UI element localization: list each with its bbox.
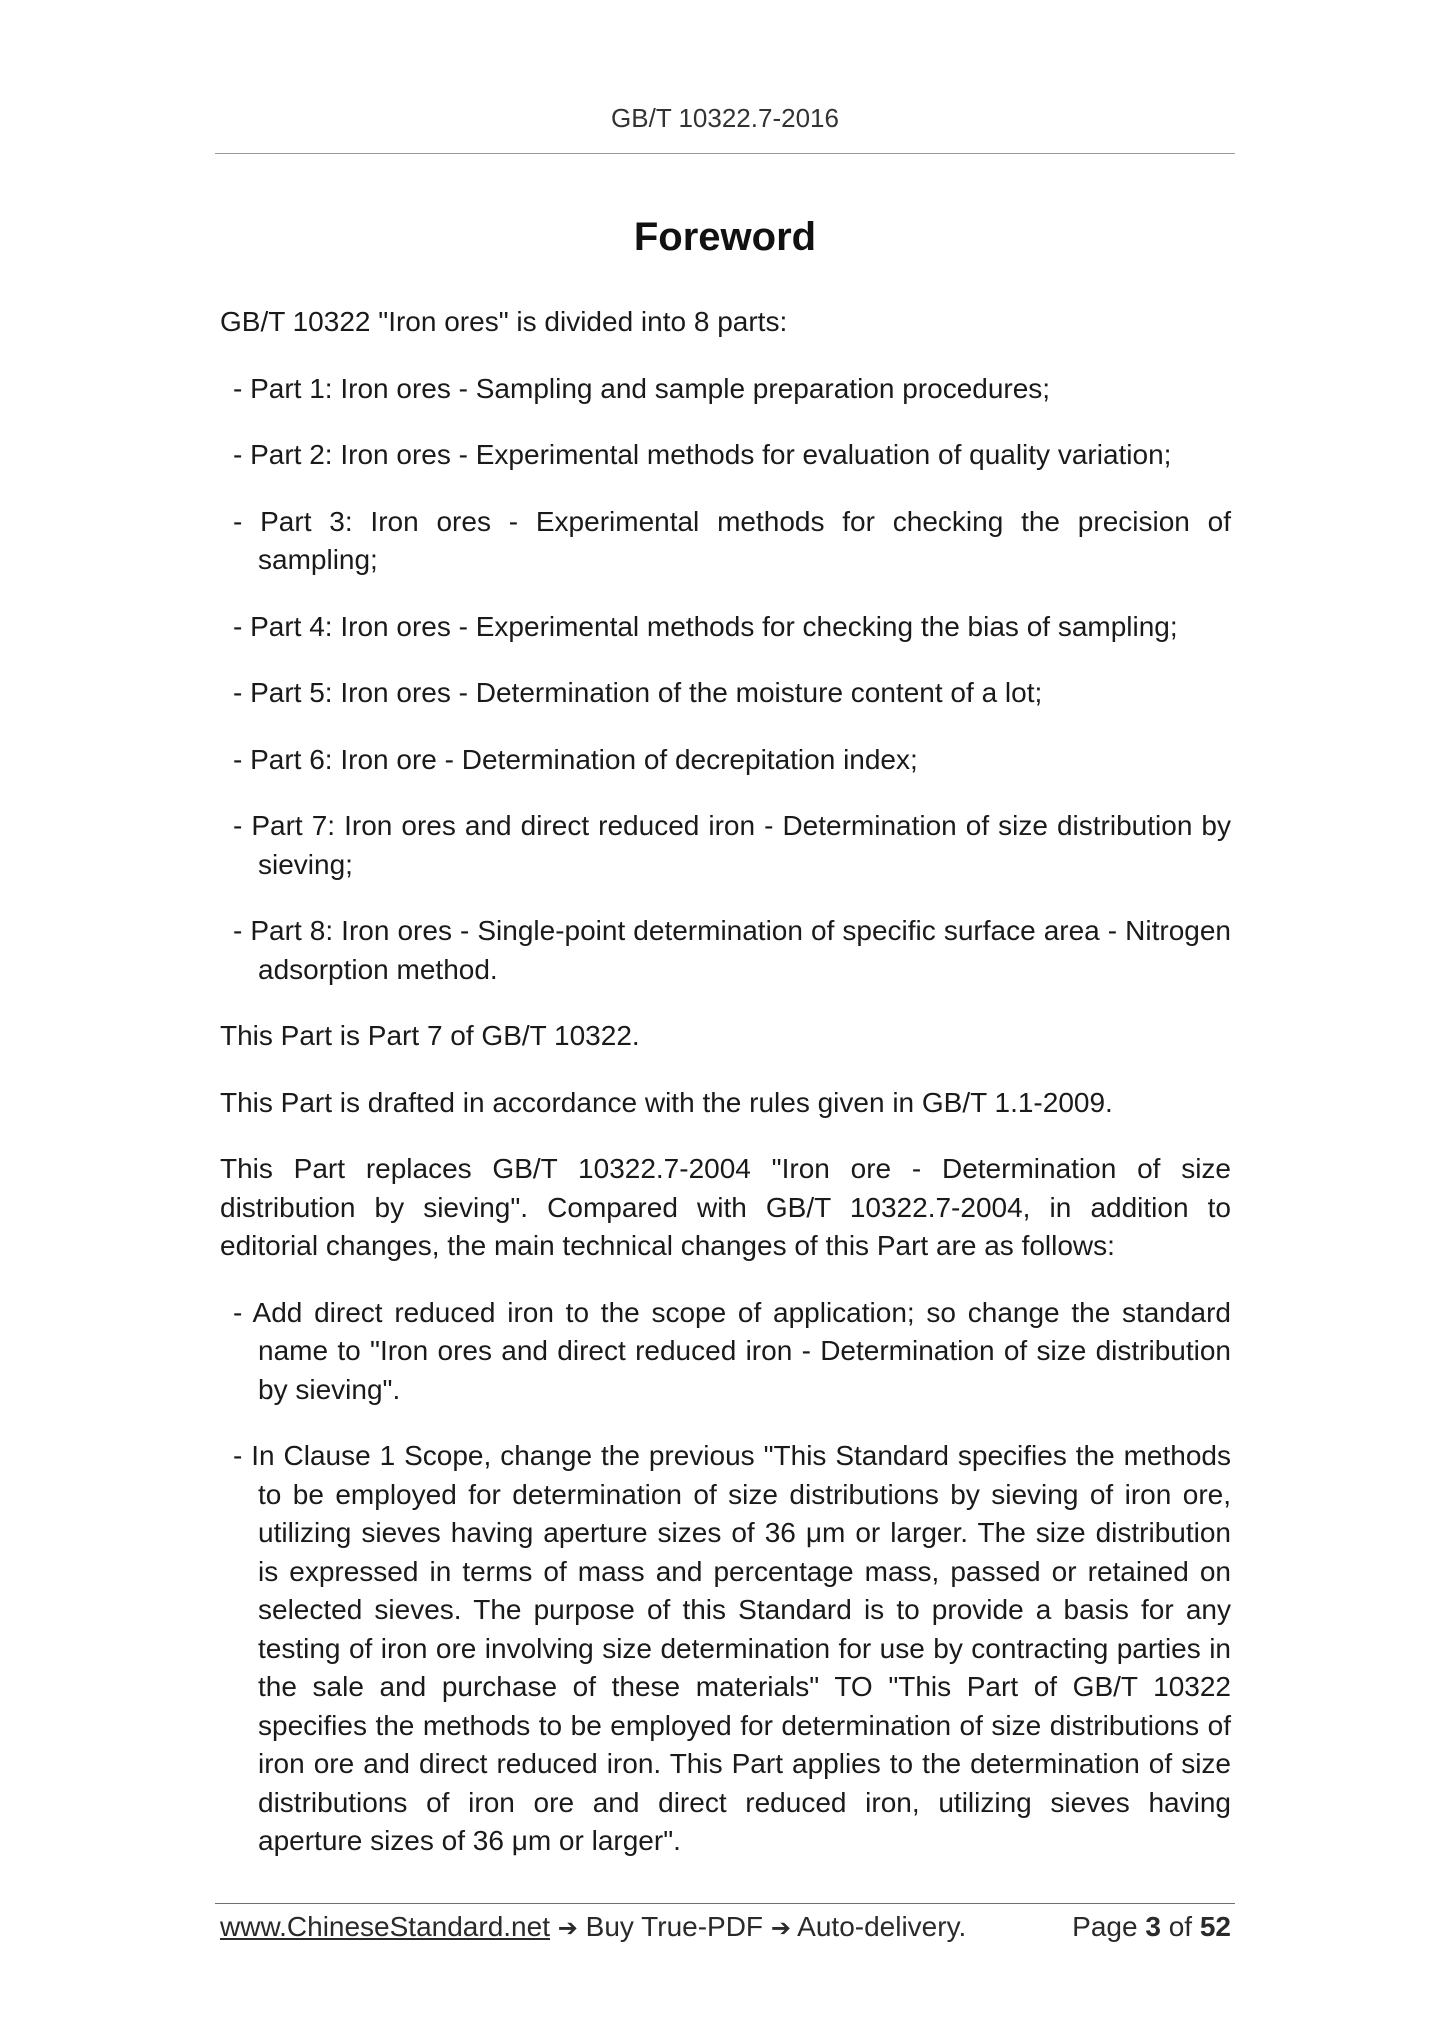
list-item: - Part 2: Iron ores - Experimental methods for evaluation of quality variation; (233, 439, 1172, 470)
page-number (1072, 1908, 1231, 1946)
list-item: - Part 1: Iron ores - Sampling and sample preparation procedures; (233, 372, 1051, 404)
intro-paragraph: GB/T 10322 "Iron ores" is divided into 8 parts: (220, 306, 788, 337)
page-current: 3 (1145, 1911, 1161, 1942)
page-label: Page (1072, 1911, 1138, 1942)
change-item: - Add direct reduced iron to the scope of application; so change the standard name to "Iron ores and direct reduced iron - Determination of size distribution by sieving". (233, 1296, 1231, 1405)
drafting-statement: This Part is drafted in accordance with the rules given in GB/T 1.1-2009. (220, 1086, 1113, 1118)
list-item: - Part 4: Iron ores - Experimental methods for checking the bias of sampling; (233, 610, 1178, 642)
site-link[interactable]: www.ChineseStandard.net (220, 1911, 550, 1942)
list-item: - Part 5: Iron ores - Determination of the moisture content of a lot; (233, 677, 1043, 708)
part-statement: This Part is Part 7 of GB/T 10322. (220, 1020, 640, 1051)
change-item: - In Clause 1 Scope, change the previous "This Standard specifies the methods to be employed for determination of size distributions by sieving of iron ore, utilizing sieves having aperture sizes of 36 μm or larger. The size distribution is expressed in terms of mass and percentage mass, passed or retained on selected sieves. The purpose of this Standard is to provide a basis for any testing of iron ore involving size determination for use by contracting parties in the sale and purchase of these materials" TO "This Part of GB/T 10322 specifies the methods to be employed for determination of size distributions of iron ore and direct reduced iron. This Part applies to the determination of size distributions of iron ore and direct reduced iron, utilizing sieves having aperture sizes of 36 μm or larger". (233, 1440, 1231, 1856)
list-item: - Part 8: Iron ores - Single-point determination of specific surface area - Nitrogen adsorption method. (233, 915, 1231, 985)
footer-promo (220, 1908, 966, 1947)
buy-text: Buy True-PDF (585, 1911, 764, 1942)
right-arrow-icon: ➔ (557, 1914, 578, 1942)
page-of: of (1168, 1911, 1193, 1942)
right-arrow-icon: ➔ (770, 1914, 791, 1942)
list-item: - Part 7: Iron ores and direct reduced iron - Determination of size distribution by sieving; (233, 810, 1231, 880)
header-divider (215, 153, 1235, 154)
delivery-text: Auto-delivery. (797, 1911, 967, 1942)
running-header: GB/T 10322.7-2016 (611, 103, 839, 133)
list-item: - Part 3: Iron ores - Experimental methods for checking the precision of sampling; (233, 505, 1231, 575)
page-title: Foreword (633, 215, 817, 259)
document-body (220, 303, 1231, 1889)
replaces-statement: This Part replaces GB/T 10322.7-2004 "Iron ore - Determination of size distribution by sieving". Compared with GB/T 10322.7-2004, in addition to editorial changes, the main technical changes of this Part are as follows: (220, 1153, 1231, 1261)
footer-divider (215, 1903, 1235, 1904)
page-total: 52 (1199, 1911, 1231, 1942)
list-item: - Part 6: Iron ore - Determination of decrepitation index; (233, 743, 918, 775)
